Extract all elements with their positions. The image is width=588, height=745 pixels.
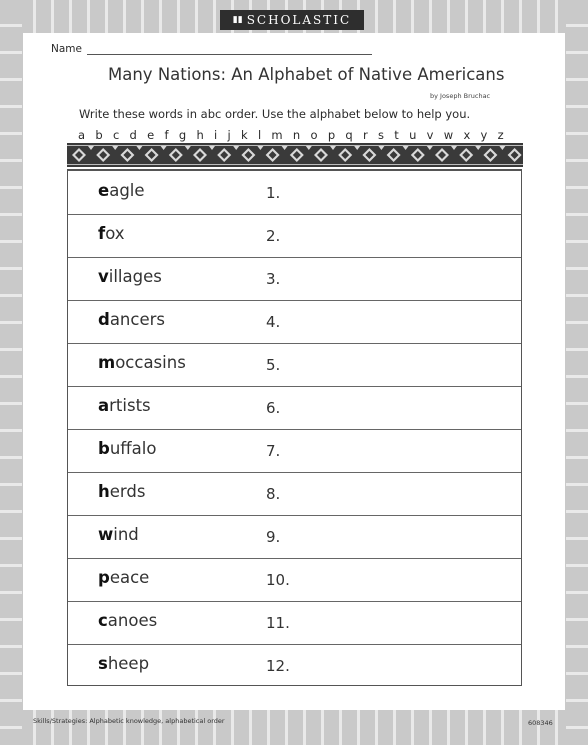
alphabet-letter: p <box>327 128 336 142</box>
alphabet-letter: e <box>147 128 155 142</box>
table-row[interactable] <box>68 644 521 687</box>
word-rest: erds <box>109 482 146 501</box>
skills-footer: Skills/Strategies: Alphabetic knowledge, alphabetical order <box>33 717 225 725</box>
word-cell <box>98 439 156 458</box>
frame-left-border <box>0 0 22 745</box>
answer-number[interactable]: 8. <box>266 485 281 503</box>
word-first-letter: w <box>98 525 114 544</box>
decorative-border-strip <box>67 143 523 167</box>
word-rest: anoes <box>107 611 158 630</box>
word-table <box>67 169 522 686</box>
alphabet-letter: b <box>95 128 103 142</box>
word-cell <box>98 654 149 673</box>
table-row[interactable] <box>68 343 521 387</box>
answer-number[interactable]: 12. <box>266 657 290 675</box>
instructions: Write these words in abc order. Use the alphabet below to help you. <box>79 107 471 121</box>
word-rest: illages <box>108 267 162 286</box>
word-cell <box>98 181 145 200</box>
table-row[interactable] <box>68 515 521 559</box>
alphabet-letter: l <box>257 128 262 142</box>
alphabet-letter: o <box>310 128 318 142</box>
word-cell <box>98 611 157 630</box>
book-icon: ▮▮ <box>232 15 243 25</box>
byline: by Joseph Bruchac <box>430 92 491 100</box>
word-first-letter: f <box>98 224 106 243</box>
alphabet-strip <box>78 128 504 142</box>
alphabet-letter: j <box>227 128 231 142</box>
word-cell <box>98 224 125 243</box>
alphabet-letter: d <box>129 128 137 142</box>
answer-number[interactable]: 1. <box>266 184 281 202</box>
answer-number[interactable]: 3. <box>266 270 281 288</box>
alphabet-letter: t <box>394 128 399 142</box>
alphabet-letter: m <box>271 128 283 142</box>
table-row[interactable] <box>68 257 521 301</box>
worksheet-title: Many Nations: An Alphabet of Native Americans <box>108 65 505 84</box>
word-rest: ancers <box>109 310 165 329</box>
table-row[interactable] <box>68 472 521 516</box>
alphabet-letter: w <box>443 128 454 142</box>
answer-number[interactable]: 10. <box>266 571 290 589</box>
alphabet-letter: n <box>292 128 301 142</box>
alphabet-letter: u <box>409 128 417 142</box>
answer-number[interactable]: 6. <box>266 399 281 417</box>
alphabet-letter: h <box>196 128 204 142</box>
word-cell <box>98 396 151 415</box>
answer-number[interactable]: 7. <box>266 442 281 460</box>
word-first-letter: e <box>98 181 110 200</box>
item-code: 608346 <box>528 719 553 727</box>
alphabet-letter: v <box>426 128 434 142</box>
table-row[interactable] <box>68 601 521 645</box>
word-first-letter: p <box>98 568 110 587</box>
answer-number[interactable]: 9. <box>266 528 281 546</box>
alphabet-letter: r <box>363 128 368 142</box>
name-label: Name <box>51 43 82 55</box>
word-cell <box>98 267 162 286</box>
alphabet-letter: a <box>78 128 86 142</box>
alphabet-letter: c <box>112 128 120 142</box>
table-row[interactable] <box>68 386 521 430</box>
table-row[interactable] <box>68 214 521 258</box>
table-row[interactable] <box>68 300 521 344</box>
alphabet-letter: f <box>164 128 169 142</box>
word-rest: ind <box>113 525 139 544</box>
name-line[interactable] <box>87 54 372 55</box>
word-rest: occasins <box>115 353 186 372</box>
word-rest: heep <box>107 654 150 673</box>
word-rest: rtists <box>109 396 151 415</box>
frame-right-border <box>566 0 588 745</box>
alphabet-letter: z <box>497 128 504 142</box>
alphabet-letter: x <box>463 128 471 142</box>
word-rest: eace <box>109 568 150 587</box>
alphabet-letter: y <box>480 128 488 142</box>
word-first-letter: b <box>98 439 110 458</box>
word-cell <box>98 353 186 372</box>
scholastic-logo <box>220 10 364 30</box>
word-cell <box>98 310 165 329</box>
word-cell <box>98 568 149 587</box>
word-rest: uffalo <box>109 439 157 458</box>
word-cell <box>98 482 145 501</box>
alphabet-letter: g <box>178 128 187 142</box>
table-row[interactable] <box>68 171 521 215</box>
word-first-letter: v <box>98 267 109 286</box>
word-first-letter: a <box>98 396 110 415</box>
alphabet-letter: s <box>378 128 385 142</box>
logo-text: SCHOLASTIC <box>246 13 352 27</box>
table-row[interactable] <box>68 429 521 473</box>
word-first-letter: h <box>98 482 110 501</box>
word-first-letter: d <box>98 310 110 329</box>
alphabet-letter: i <box>214 128 218 142</box>
alphabet-letter: k <box>240 128 248 142</box>
word-first-letter: c <box>98 611 108 630</box>
answer-number[interactable]: 5. <box>266 356 281 374</box>
alphabet-letter: q <box>345 128 353 142</box>
word-cell <box>98 525 139 544</box>
word-first-letter: s <box>98 654 108 673</box>
word-first-letter: m <box>98 353 116 372</box>
word-rest: ox <box>105 224 125 243</box>
answer-number[interactable]: 11. <box>266 614 290 632</box>
table-row[interactable] <box>68 558 521 602</box>
answer-number[interactable]: 4. <box>266 313 281 331</box>
answer-number[interactable]: 2. <box>266 227 281 245</box>
word-rest: agle <box>109 181 145 200</box>
